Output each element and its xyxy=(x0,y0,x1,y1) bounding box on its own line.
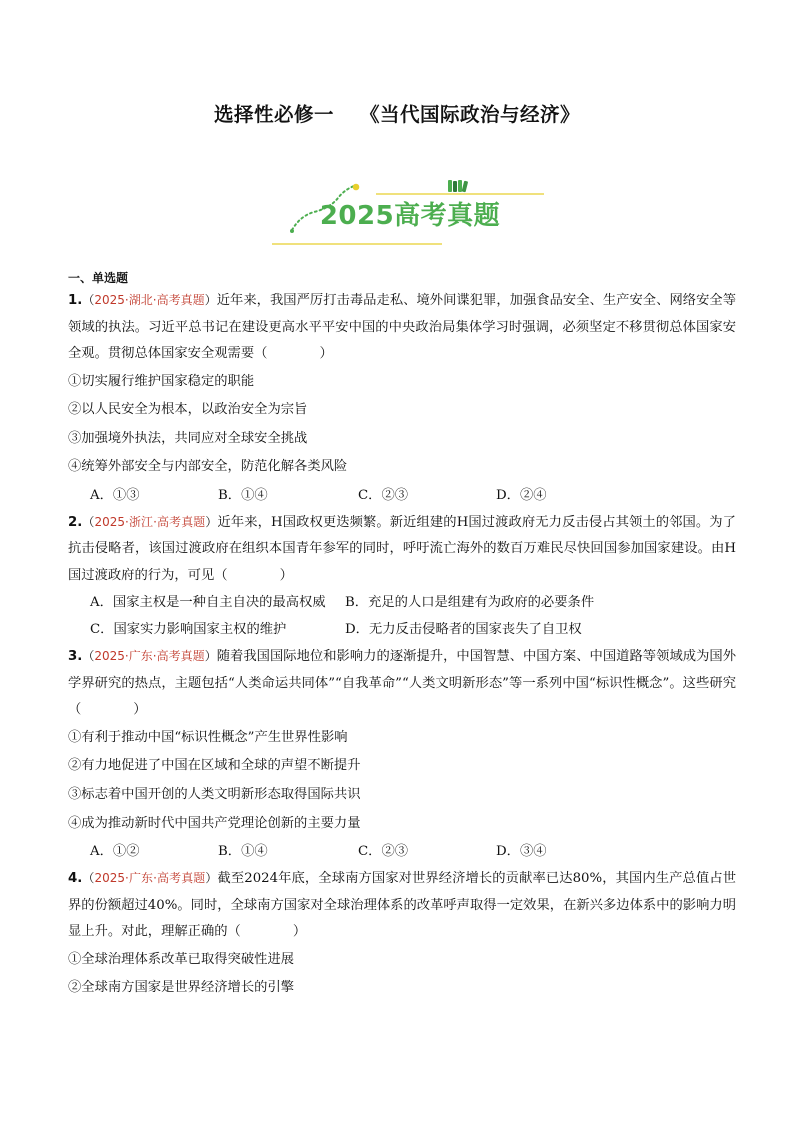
question-stem: 3.（2025·广东·高考真题）随着我国国际地位和影响力的逐渐提升，中国智慧、中国方案、中国道路等领域成为国外学界研究的热点，主题包括“人类命运共同体”“自我革命”“人类文明新形态”等一系列中国“标识性概念”。这些研究（ ） xyxy=(68,649,736,718)
question-4 xyxy=(68,865,736,1003)
answer-choices xyxy=(68,589,736,616)
question-source: 2025·浙江·高考真题 xyxy=(94,514,206,529)
stem-line: 近年来，H国政权更迭频繁。新近组建的H国过渡政府无力反击侵占其领土的 xyxy=(217,514,670,530)
statement: ①有利于推动中国“标识性概念”产生世界性影响 xyxy=(68,729,348,745)
stem-line: 近年来，我国严厉打击毒品走私、境外间谍犯罪，加强食品安全、生产安全、 xyxy=(216,293,670,308)
stem-line: 随着我国国际地位和影响力的逐渐提升，中国智慧、中国方案、中国道路等 xyxy=(216,649,657,665)
page-title-part2: 《当代国际政治与经济》 xyxy=(360,103,581,126)
question-stem: 2.（2025·浙江·高考真题）近年来，H国政权更迭频繁。新近组建的H国过渡政府无力反击侵占其领土的邻国。为了抗击侵略者，该国过渡政府在组织本国青年参军的同时，呼吁流亡海外的数百万难民尽快回国参加国家建设。由H国过渡政府的行为，可见（ ） xyxy=(68,514,736,583)
stem-line: 邻国。为了抗击侵略者，该国过渡政府在组织本国青年参军的同时，呼吁流亡海外的数百万难民尽快回国 xyxy=(68,514,736,557)
statement: ④成为推动新时代中国共产党理论创新的主要力量 xyxy=(68,815,361,831)
choice-d[interactable]: D．③④ xyxy=(496,844,547,860)
statement: ①切实履行维护国家稳定的职能 xyxy=(68,373,255,389)
banner-dot-green xyxy=(290,229,294,233)
choice-c[interactable]: C．②③ xyxy=(358,487,409,503)
choice-b[interactable]: B．①④ xyxy=(218,844,268,860)
stem-line: 领域成为国外学界研究的热点，主题包括“人类命运共同体”“自我革命”“人类文明新形态”等一系列中 xyxy=(68,649,736,691)
section-title: 一、单选题 xyxy=(68,271,129,285)
banner-dot-yellow xyxy=(353,184,360,191)
question-1 xyxy=(68,287,736,509)
stem-line: ） xyxy=(133,702,147,718)
statement: ④统筹外部安全与内部安全，防范化解各类风险 xyxy=(68,459,348,475)
page-title xyxy=(0,99,794,127)
question-3 xyxy=(68,643,736,865)
question-number: 4. xyxy=(68,871,83,887)
question-source: 2025·广东·高考真题 xyxy=(94,649,205,664)
choice-d[interactable]: D．②④ xyxy=(496,487,547,503)
choice-c[interactable]: C．②③ xyxy=(358,844,409,860)
statement: ①全球治理体系改革已取得突破性进展 xyxy=(68,951,295,967)
answer-choices xyxy=(68,616,736,643)
banner-title: 2025高考真题 xyxy=(319,201,501,231)
stem-line: 不移贯彻总体国家安全观。贯彻总体国家安全观需要（ xyxy=(68,319,736,361)
choice-a[interactable]: A．①③ xyxy=(90,487,140,503)
stem-line: 网络安全等领域的执法。习近平总书记在建设更高水平平安中国的中央政治局集体学习时强调，必须坚定 xyxy=(68,293,737,335)
stem-line: ） xyxy=(279,567,293,583)
books-icon xyxy=(448,180,468,192)
statement: ②全球南方国家是世界经济增长的引擎 xyxy=(68,980,295,996)
stem-line: ） xyxy=(319,346,333,361)
choice-c[interactable]: C．国家实力影响国家主权的维护 xyxy=(90,622,287,638)
stem-line: 系中的影响力明显上升。对此，理解正确的（ xyxy=(68,897,736,940)
answer-choices xyxy=(68,838,736,865)
question-2 xyxy=(68,509,736,644)
statement: ②以人民安全为根本，以政治安全为宗旨 xyxy=(68,402,308,418)
question-number: 3. xyxy=(68,649,83,665)
stem-line: 参加国家建设。由H国过渡政府的行为，可见（ xyxy=(68,541,736,583)
choice-a[interactable]: A．国家主权是一种自主自决的最高权威 xyxy=(90,595,326,611)
stem-line: ） xyxy=(292,924,307,940)
statement: ③标志着中国开创的人类文明新形态取得国际共识 xyxy=(68,787,361,803)
stem-line: 国“标识性概念”。这些研究（ xyxy=(68,675,736,718)
statement: ③加强境外执法，共同应对全球安全挑战 xyxy=(68,430,308,446)
stem-line: 截至2024年底，全球南方国家对世界经济增长的贡献率已达80%，其国内生产 xyxy=(217,871,683,887)
choice-b[interactable]: B．充足的人口是组建有为政府的必要条件 xyxy=(345,595,595,611)
stem-line: 总值占世界的份额超过40%。同时，全球南方国家对全球治理体系的改革呼声取得一定效果，在新兴多边体 xyxy=(68,871,736,913)
answer-choices xyxy=(68,482,736,509)
question-number: 2. xyxy=(68,514,83,530)
page-title-part1: 选择性必修一 xyxy=(213,103,334,126)
banner xyxy=(270,176,550,248)
statement: ②有力地促进了中国在区域和全球的声望不断提升 xyxy=(68,758,361,774)
question-number: 1. xyxy=(68,293,83,308)
choice-b[interactable]: B．①④ xyxy=(218,487,268,503)
question-source: 2025·湖北·高考真题 xyxy=(94,293,205,307)
question-stem: 4.（2025·广东·高考真题）截至2024年底，全球南方国家对世界经济增长的贡献率已达80%，其国内生产总值占世界的份额超过40%。同时，全球南方国家对全球治理体系的改革呼声取得一定效果，在新兴多边体系中的影响力明显上升。对此，理解正确的（ ） xyxy=(68,871,736,940)
choice-d[interactable]: D．无力反击侵略者的国家丧失了自卫权 xyxy=(345,622,582,638)
question-source: 2025·广东·高考真题 xyxy=(94,871,206,886)
question-list xyxy=(68,270,736,1003)
choice-a[interactable]: A．①② xyxy=(90,844,140,860)
question-stem: 1.（2025·湖北·高考真题）近年来，我国严厉打击毒品走私、境外间谍犯罪，加强食品安全、生产安全、网络安全等领域的执法。习近平总书记在建设更高水平平安中国的中央政治局集体学习时强调，必须坚定不移贯彻总体国家安全观。贯彻总体国家安全观需要（ ） xyxy=(68,293,737,361)
